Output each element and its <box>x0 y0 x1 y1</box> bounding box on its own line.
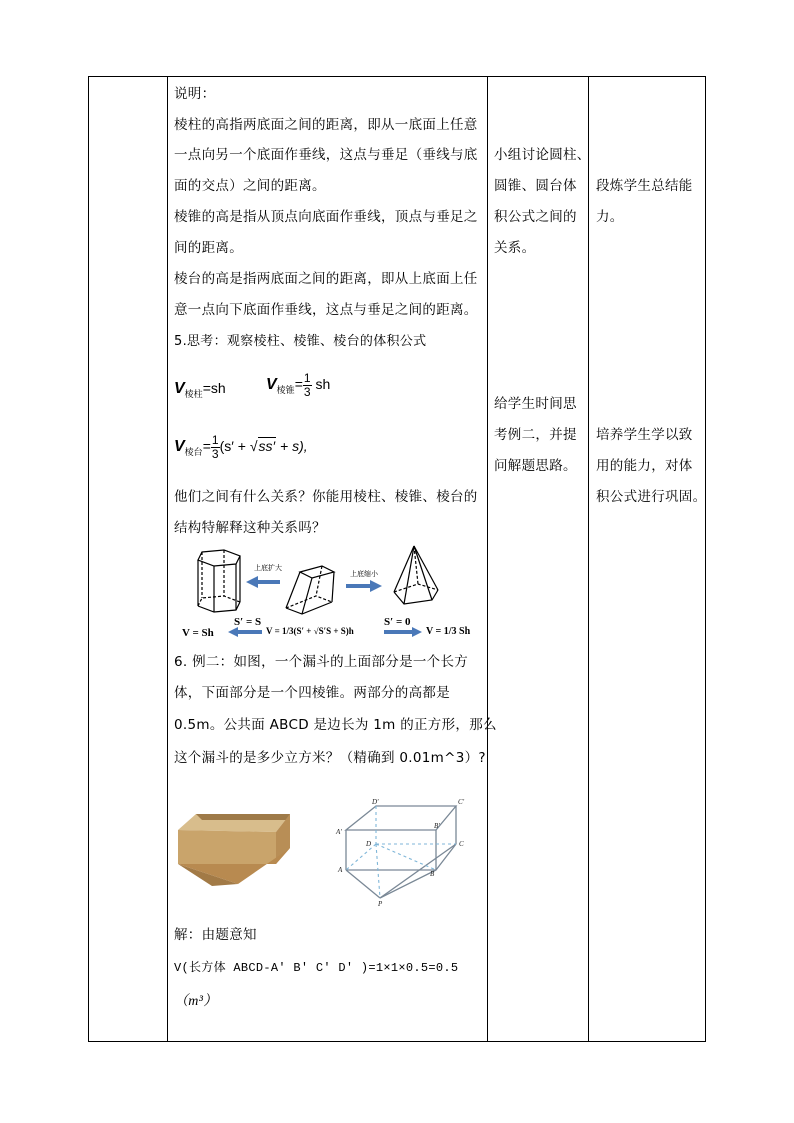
solids-relation-diagram <box>174 544 480 644</box>
formula-v: V <box>174 438 185 456</box>
purpose-1-line-2: 力。 <box>596 209 624 225</box>
prism-height-line-2: 一点向另一个底面作垂线，这点与垂足（垂线与底 <box>174 147 478 163</box>
label-b: B <box>430 870 435 878</box>
formula-v: V <box>174 380 185 397</box>
fraction-one-third <box>211 434 220 461</box>
v-frustum-label: V = 1/3(S′ + √S′S + S)h <box>266 626 354 636</box>
condition-right-label: S′ = 0 <box>384 616 411 628</box>
frustum-height-line-1: 棱台的高是指两底面之间的距离，即从上底面上任 <box>174 271 478 287</box>
funnel-photo <box>172 810 292 886</box>
label-c: C <box>459 840 464 848</box>
hexagonal-prism-icon <box>198 550 240 612</box>
example-line-3: 0.5m。公共面 ABCD 是边长为 1m 的正方形，那么 <box>174 717 497 733</box>
solution-line: V(长方体 ABCD-A′ B′ C′ D′ )=1×1×0.5=0.5 <box>174 961 459 975</box>
activity-1-line-1: 小组讨论圆柱、 <box>494 147 591 163</box>
activity-1-line-4: 关系。 <box>494 240 536 256</box>
frustum-icon <box>286 566 334 614</box>
prism-height-line-1: 棱柱的高指两底面之间的距离，即从一底面上任意 <box>174 117 478 133</box>
fraction-den: 3 <box>211 447 219 461</box>
formula-close: + s), <box>276 438 308 455</box>
prism-height-line-3: 面的交点）之间的距离。 <box>174 178 326 194</box>
fraction-one-third <box>303 372 312 399</box>
example-line-2: 体，下面部分是一个四棱锥。两部分的高都是 <box>174 685 450 701</box>
fraction-num: 1 <box>211 433 219 447</box>
formula-sqrt: ss′ <box>258 438 276 455</box>
label-a-prime: A' <box>336 828 342 836</box>
pyramid-height-line-2: 间的距离。 <box>174 240 243 256</box>
label-d: D <box>366 840 372 848</box>
activity-2-line-1: 给学生时间思 <box>494 396 577 412</box>
arrow-right-icon <box>346 580 382 592</box>
formula-v: V <box>266 376 277 394</box>
frustum-height-line-2: 意一点向下底面作垂线，这点与垂足之间的距离。 <box>174 302 478 318</box>
arrow-left-icon <box>246 576 280 588</box>
think-title: 5.思考：观察棱柱、棱锥、棱台的体积公式 <box>174 334 427 349</box>
formula-subscript: 棱台 <box>184 447 203 458</box>
enlarge-label: 上底扩大 <box>254 564 282 572</box>
condition-left-label: S′ = S <box>234 616 262 628</box>
pyramid-icon <box>394 546 438 604</box>
fraction-den: 3 <box>303 385 311 399</box>
label-p: P <box>378 900 383 908</box>
activity-1-line-3: 积公式之间的 <box>494 209 577 225</box>
column-divider-2 <box>487 76 488 1042</box>
intro-label: 说明： <box>174 86 216 102</box>
solution-title: 解：由题意知 <box>174 927 257 943</box>
example-line-1: 6. 例二：如图，一个漏斗的上面部分是一个长方 <box>174 654 469 670</box>
formula-pyramid <box>266 372 330 399</box>
formula-subscript: 棱柱 <box>184 389 203 399</box>
column-divider-1 <box>167 76 168 1042</box>
formula-subscript: 棱锥 <box>276 385 295 396</box>
formula-rhs: =sh <box>202 380 226 396</box>
formula-open: (s′ + <box>219 438 250 455</box>
purpose-2-line-2: 用的能力，对体 <box>596 458 693 474</box>
question-line-2: 结构特解释这种关系吗？ <box>174 520 326 536</box>
question-line-1: 他们之间有什么关系？你能用棱柱、棱锥、棱台的 <box>174 489 478 505</box>
label-d-prime: D' <box>372 798 379 806</box>
activity-2-line-3: 问解题思路。 <box>494 458 577 474</box>
label-a: A <box>338 866 343 874</box>
label-c-prime: C' <box>458 798 465 806</box>
formula-eq: = <box>202 438 211 455</box>
example-line-4: 这个漏斗的是多少立方米？（精确到 0.01m^3）? <box>174 750 486 766</box>
formula-prism <box>174 380 226 398</box>
fraction-num: 1 <box>303 371 311 385</box>
pyramid-height-line-1: 棱锥的高是指从顶点向底面作垂线，顶点与垂足之 <box>174 209 478 225</box>
purpose-2-line-1: 培养学生学以致 <box>596 427 693 443</box>
formula-eq: = <box>294 376 303 393</box>
v-prism-label: V = Sh <box>182 627 214 639</box>
activity-1-line-2: 圆锥、圆台体 <box>494 178 577 194</box>
v-pyramid-label: V = 1/3 Sh <box>426 626 471 637</box>
column-divider-3 <box>588 76 589 1042</box>
purpose-1-line-1: 段炼学生总结能 <box>596 178 693 194</box>
shrink-label: 上底缩小 <box>350 570 378 578</box>
activity-2-line-2: 考例二，并提 <box>494 427 577 443</box>
solution-unit: （m³） <box>174 994 218 1009</box>
formula-frustum: $V_{棱台}=$ $\frac{1}{3}$ (s′ + √ss′ + s), <box>174 433 308 461</box>
arrow-right-icon <box>384 627 422 637</box>
formula-rhs: sh <box>315 376 331 393</box>
purpose-2-line-3: 积公式进行巩固。 <box>596 489 707 505</box>
label-b-prime: B' <box>434 822 440 830</box>
arrow-left-icon <box>228 627 262 637</box>
funnel-wireframe-diagram <box>330 792 480 912</box>
